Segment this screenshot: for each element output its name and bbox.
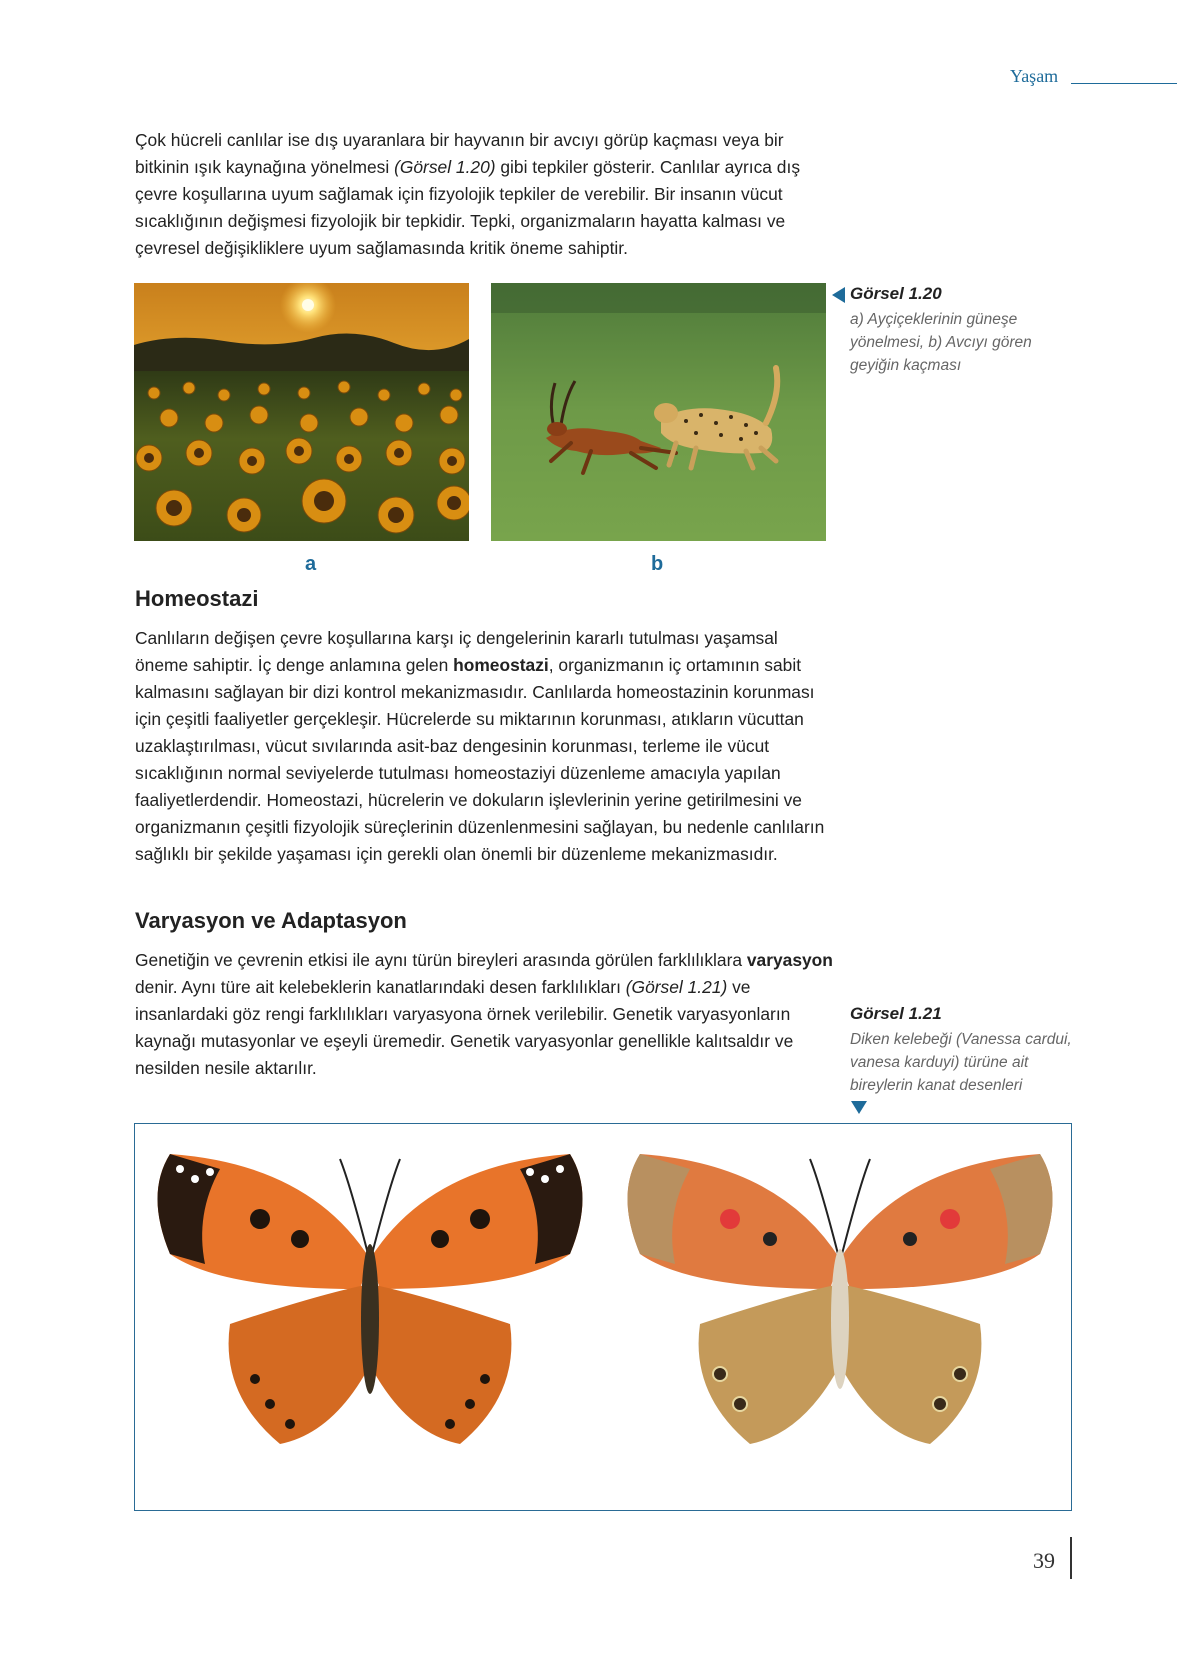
butterfly-dorsal <box>158 1154 583 1444</box>
figure-reference-121: (Görsel 1.21) <box>625 977 728 997</box>
sunflower-photo <box>134 283 469 541</box>
homeostazi-paragraph <box>135 625 835 868</box>
header-rule <box>1071 83 1177 84</box>
figure-120-title: Görsel 1.20 <box>850 284 942 303</box>
figure-121-title: Görsel 1.21 <box>850 1004 942 1023</box>
intro-text-1: Çok hücreli canlılar ise dış uyaranlara bir hayvanın bir avcıyı görüp kaçması veya bir bitkinin ışık kaynağına yönelmesi <box>135 130 784 177</box>
figure-120-caption: a) Ayçiçeklerinin güneşe yönelmesi, b) Avcıyı gören geyiğin kaçması <box>850 311 1032 374</box>
figure-121-caption: Diken kelebeği (Vanessa cardui, vanesa karduyi) türüne ait bireylerin kanat desenleri <box>850 1031 1072 1094</box>
figure-label-a: a <box>305 553 317 575</box>
gazelle-cheetah-illustration <box>491 283 826 541</box>
homeostazi-keyword: homeostazi <box>453 655 549 675</box>
varyasyon-keyword: varyasyon <box>746 950 833 970</box>
figure-label-b: b <box>651 553 664 575</box>
caption-arrow-down-icon <box>851 1101 867 1114</box>
butterfly-illustration <box>135 1124 1070 1509</box>
figure-reference: (Görsel 1.20) <box>394 157 496 177</box>
sunflower-illustration <box>134 283 469 541</box>
chapter-title: Yaşam <box>1010 66 1059 86</box>
butterfly-ventral <box>628 1154 1053 1444</box>
gazelle-cheetah-photo <box>491 283 826 541</box>
varyasyon-paragraph <box>135 947 835 1082</box>
homeostazi-text-1: Canlıların değişen çevre koşullarına karşı iç dengelerinin kararlı tutulması yaşamsal öneme sahiptir. İç denge anlamına gelen <box>135 628 778 675</box>
butterfly-figure-frame <box>134 1123 1072 1511</box>
page-number: 39 <box>1033 1548 1055 1573</box>
varyasyon-text-2: denir. Aynı türe ait kelebeklerin kanatlarındaki desen farklılıkları <box>135 977 626 997</box>
homeostazi-text-2: , organizmanın iç ortamının sabit kalmasını sağlayan bir dizi kontrol mekanizmasıdır. Canlılarda homeostazinin korunması için çeşitli faaliyetler gerçekleşir. Hücrelerde su miktarının korunması, atıkların vücuttan uzaklaştırılması, vücut sıvılarında asit-baz dengesinin korunması, terleme ile vücut sıcaklığının normal seviyelerde tutulması homeostaziyi düzenleme amacıyla yapılan faaliyetlerdendir. Homeostazi, hücrelerin ve dokuların işlevlerinin yerine getirilmesini ve organizmanın çeşitli fizyolojik süreçlerinin düzenlenmesini sağlayan, bu nedenle canlıların sağlıklı bir şekilde yaşaması için gerekli olan önemli bir düzenleme mekanizmasıdır. <box>135 655 825 864</box>
section-heading-varyasyon: Varyasyon ve Adaptasyon <box>135 908 407 933</box>
intro-text-2: gibi tepkiler gösterir. Canlılar ayrıca dış çevre koşullarına uyum sağlamak için fizyolojik tepkiler de verebilir. Bir insanın vücut sıcaklığının değişmesi fizyolojik bir tepkidir. Tepki, organizmaların hayatta kalması ve çevresel değişikliklere uyum sağlamasında kritik öneme sahiptir. <box>135 157 801 258</box>
varyasyon-text-3: ve insanlardaki göz rengi farklılıkları varyasyona örnek verilebilir. Genetik varyasyonların kaynağı mutasyonlar ve eşeyli üremedir. Genetik varyasyonlar genellikle kalıtsaldır ve nesilden nesile aktarılır. <box>135 977 794 1078</box>
page-number-bar <box>1070 1537 1072 1579</box>
caption-arrow-left-icon <box>832 287 845 303</box>
varyasyon-text-1: Genetiğin ve çevrenin etkisi ile aynı türün bireyleri arasında görülen farklılıklara <box>135 950 747 970</box>
intro-paragraph <box>135 127 835 262</box>
section-heading-homeostazi: Homeostazi <box>135 586 259 611</box>
